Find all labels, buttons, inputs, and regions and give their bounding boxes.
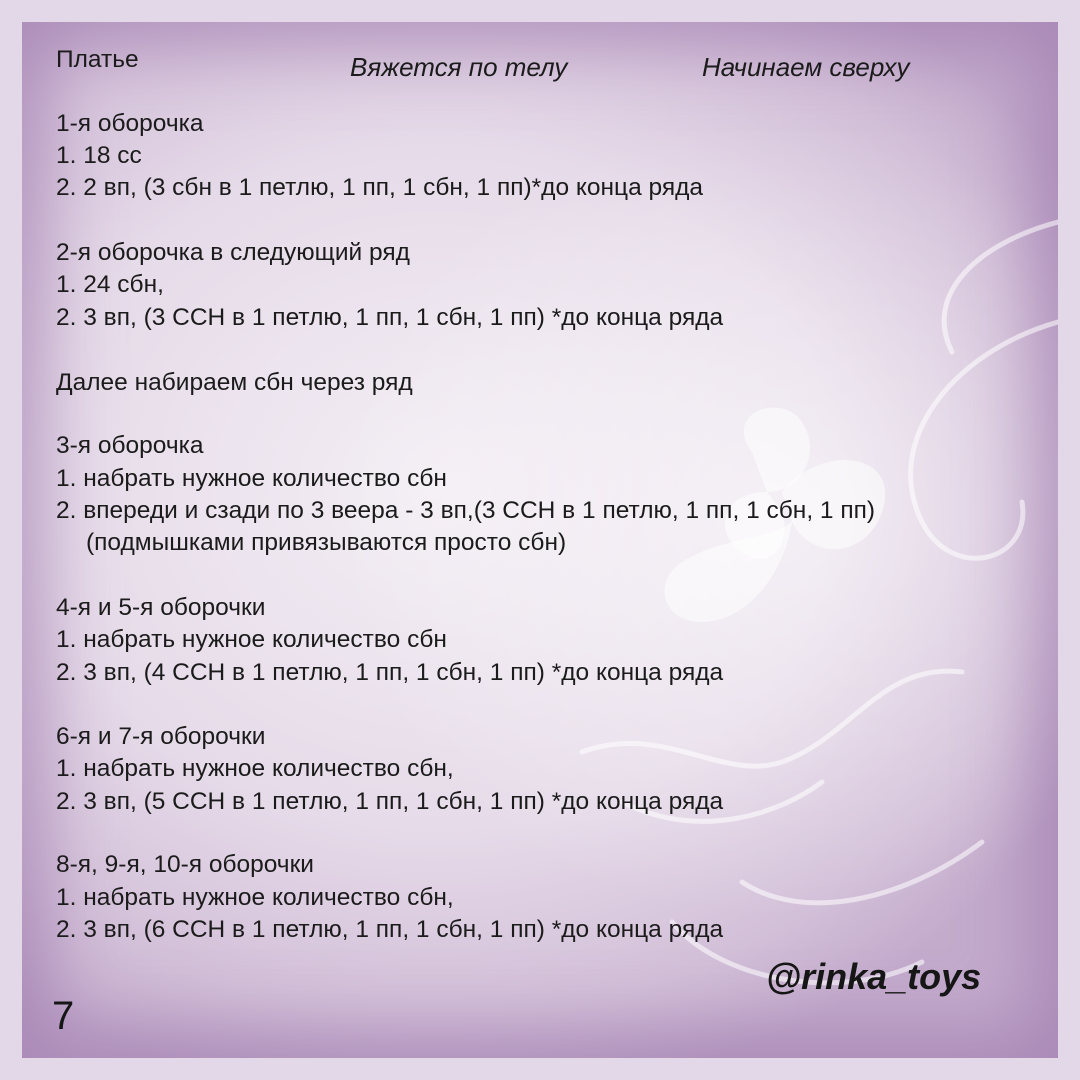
section-heading-sc-note: Далее набираем сбн через ряд [56, 369, 413, 396]
section-heading-ruffle-6-7: 6-я и 7-я оборочки [56, 723, 266, 750]
author-handle: @rinka_toys [766, 956, 982, 997]
pattern-card [22, 22, 1058, 1058]
section-heading-ruffle-1: 1-я оборочка [56, 110, 204, 137]
instruction-line: 2. 3 вп, (3 ССН в 1 петлю, 1 пп, 1 сбн, 1 пп) *до конца ряда [56, 304, 724, 331]
instruction-line: 1. набрать нужное количество сбн [56, 626, 447, 653]
knit-to-body-note: Вяжется по телу [350, 52, 568, 82]
page-number: 7 [52, 994, 75, 1038]
instruction-line: 1. 18 сс [56, 142, 142, 169]
instruction-line: (подмышками привязываются просто сбн) [86, 529, 567, 556]
instruction-line: 2. 3 вп, (4 ССН в 1 петлю, 1 пп, 1 сбн, 1 пп) *до конца ряда [56, 659, 724, 686]
instruction-line: 2. впереди и сзади по 3 веера - 3 вп,(3 ССН в 1 петлю, 1 пп, 1 сбн, 1 пп) [56, 497, 876, 524]
instruction-line: 2. 3 вп, (6 ССН в 1 петлю, 1 пп, 1 сбн, 1 пп) *до конца ряда [56, 916, 724, 943]
instruction-line: 1. набрать нужное количество сбн, [56, 884, 454, 911]
section-heading-ruffle-8-10: 8-я, 9-я, 10-я оборочки [56, 851, 314, 878]
instruction-line: 1. набрать нужное количество сбн, [56, 755, 454, 782]
start-from-top-note: Начинаем сверху [702, 52, 910, 82]
instruction-line: 1. 24 сбн, [56, 271, 164, 298]
dress-title: Платье [56, 46, 139, 73]
instruction-line: 1. набрать нужное количество сбн [56, 465, 447, 492]
instruction-line: 2. 3 вп, (5 ССН в 1 петлю, 1 пп, 1 сбн, 1 пп) *до конца ряда [56, 788, 724, 815]
section-heading-ruffle-2: 2-я оборочка в следующий ряд [56, 239, 410, 266]
section-heading-ruffle-3: 3-я оборочка [56, 432, 204, 459]
instruction-line: 2. 2 вп, (3 сбн в 1 петлю, 1 пп, 1 сбн, 1 пп)*до конца ряда [56, 174, 704, 201]
section-heading-ruffle-4-5: 4-я и 5-я оборочки [56, 594, 266, 621]
